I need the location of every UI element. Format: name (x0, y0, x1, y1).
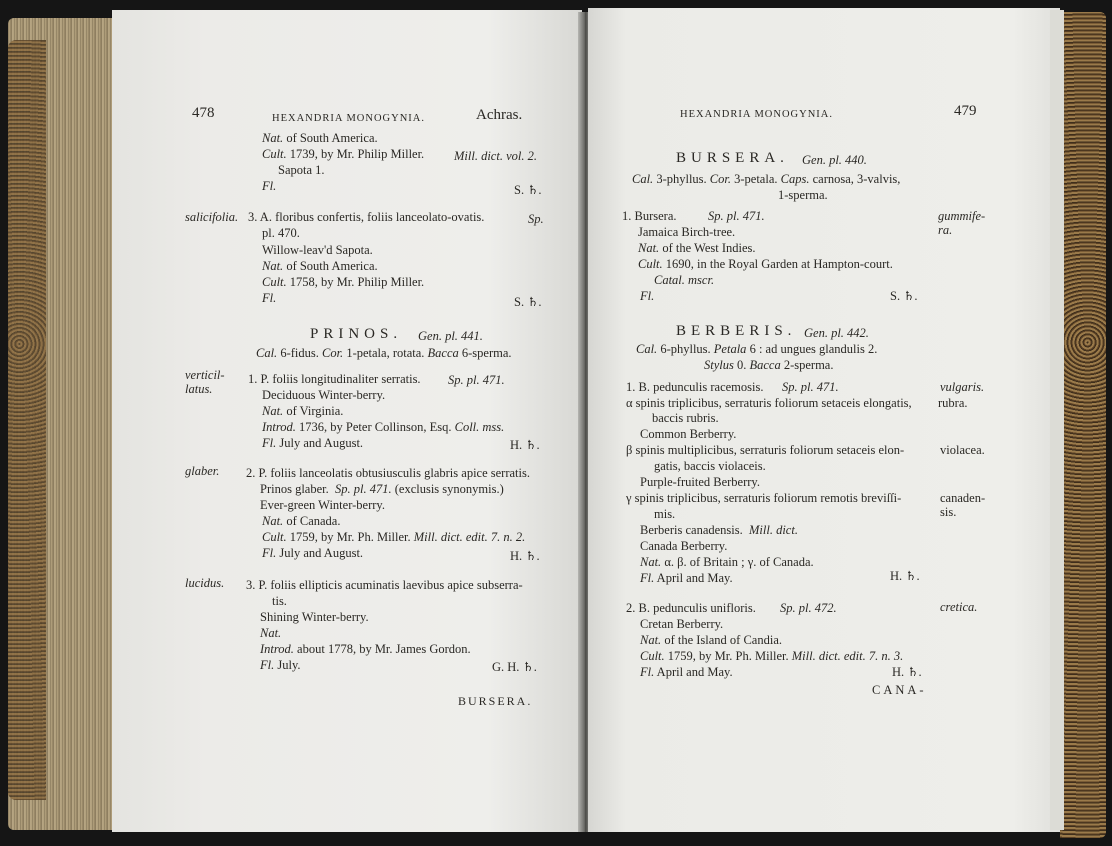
reference: Sp. pl. 471. (782, 380, 839, 394)
margin-species-name: gummife- (938, 209, 986, 223)
reference: Sp. pl. 471. (448, 373, 505, 387)
text-line: Fl. (262, 179, 277, 193)
common-name: Common Berberry. (640, 427, 737, 441)
common-name: Willow-leav'd Sapota. (262, 243, 373, 257)
margin-species-name: verticil- (185, 368, 225, 382)
reference: Sp. (528, 212, 544, 226)
text-line: Fl. (262, 291, 277, 305)
text-line: tis. (272, 594, 287, 608)
reference: Sp. pl. 471. (708, 209, 765, 223)
text-line: Sapota 1. (278, 163, 325, 177)
margin-species-name: salicifolia. (185, 210, 239, 224)
running-genus: Achras. (476, 107, 523, 123)
genus-reference: Gen. pl. 440. (802, 153, 867, 167)
text-line: gatis, baccis violaceis. (654, 459, 766, 473)
habit-symbol: H. ♄. (510, 438, 540, 452)
text-line: Fl. April and May. (640, 665, 733, 679)
sprinkled-edge-left (8, 40, 46, 800)
generic-character: Cal. 3-phyllus. Cor. 3-petala. Caps. carnosa, 3-valvis, (632, 172, 901, 186)
margin-species-name: latus. (185, 382, 213, 396)
text-line: Cult. 1759, by Mr. Ph. Miller. Mill. dict. edit. 7. n. 3. (640, 649, 904, 663)
common-name: Canada Berberry. (640, 539, 728, 553)
text-line: Nat. of Virginia. (262, 404, 344, 418)
text-line: Cult. 1739, by Mr. Philip Miller. (262, 147, 425, 161)
reference: Sp. pl. 472. (780, 601, 837, 615)
common-name: Shining Winter-berry. (260, 610, 369, 624)
margin-species-name: lucidus. (185, 576, 225, 590)
running-head-left: HEXANDRIA MONOGYNIA. (272, 113, 425, 124)
margin-variety-name: violacea. (940, 443, 985, 457)
margin-species-name: cretica. (940, 600, 978, 614)
text-line: Berberis canadensis. Mill. dict. (640, 523, 798, 537)
habit-symbol: S. ♄. (514, 183, 542, 197)
text-line: baccis rubris. (652, 411, 719, 425)
text-line: Introd. about 1778, by Mr. James Gordon. (260, 642, 471, 656)
text-line: Nat. of South America. (262, 131, 378, 145)
text-line: mis. (654, 507, 676, 521)
variety-diagnosis: γ spinis triplicibus, serraturis foliorum remotis breviſſi- (626, 491, 902, 505)
text-line: Introd. 1736, by Peter Collinson, Esq. Coll. mss. (262, 420, 505, 434)
species-diagnosis: 1. B. pedunculis racemosis. (626, 380, 764, 394)
species-diagnosis: 2. B. pedunculis unifloris. (626, 601, 756, 615)
variety-diagnosis: α spinis triplicibus, serraturis foliorum setaceis elongatis, (626, 396, 912, 410)
common-name: Deciduous Winter-berry. (262, 388, 386, 402)
text-line: Fl. July and August. (262, 546, 364, 560)
generic-character: Stylus 0. Bacca 2-sperma. (704, 358, 834, 372)
text-line: Cult. 1758, by Mr. Philip Miller. (262, 275, 425, 289)
habit-symbol: G. H. ♄. (492, 660, 537, 674)
catchword: BURSERA. (458, 694, 533, 708)
margin-species-name: ra. (938, 223, 953, 237)
text-line: Prinos glaber. Sp. pl. 471. (exclusis synonymis.) (260, 482, 504, 496)
page-number-right: 479 (954, 103, 977, 119)
species-diagnosis: 2. P. foliis lanceolatis obtusiusculis glabris apice serratis. (246, 466, 530, 480)
running-head-right: HEXANDRIA MONOGYNIA. (680, 109, 833, 120)
reference: Mill. dict. vol. 2. (454, 149, 537, 163)
species-diagnosis: 3. A. floribus confertis, foliis lanceolato-ovatis. (248, 210, 485, 224)
right-page-edge (1050, 10, 1064, 830)
text-line: pl. 470. (262, 226, 300, 240)
text-line: Nat. α. β. of Britain ; γ. of Canada. (640, 555, 814, 569)
text-line: Nat. (260, 626, 282, 640)
species-diagnosis: 1. Bursera. (622, 209, 677, 223)
text-line: Nat. of Canada. (262, 514, 341, 528)
margin-variety-name: sis. (940, 505, 957, 519)
text-line: Fl. (640, 289, 655, 303)
catchword: CANA- (872, 683, 927, 697)
genus-heading: BERBERIS. (676, 323, 797, 339)
text-line: Cult. 1690, in the Royal Garden at Hampton-court. (638, 257, 893, 271)
text-line: Fl. July and August. (262, 436, 364, 450)
habit-symbol: H. ♄. (890, 569, 920, 583)
margin-variety-name: canaden- (940, 491, 986, 505)
text-line: Nat. of the Island of Candia. (640, 633, 782, 647)
text-line: Fl. April and May. (640, 571, 733, 585)
common-name: Purple-fruited Berberry. (640, 475, 760, 489)
habit-symbol: S. ♄. (514, 295, 542, 309)
generic-character: Cal. 6-fidus. Cor. 1-petala, rotata. Bacca 6-sperma. (256, 346, 512, 360)
generic-character: Cal. 6-phyllus. Petala 6 : ad ungues glandulis 2. (636, 342, 878, 356)
text-line: Cult. 1759, by Mr. Ph. Miller. Mill. dict. edit. 7. n. 2. (262, 530, 526, 544)
sprinkled-edge-right (1060, 12, 1106, 838)
generic-character: 1-sperma. (778, 188, 828, 202)
genus-reference: Gen. pl. 442. (804, 326, 869, 340)
habit-symbol: H. ♄. (892, 665, 922, 679)
margin-variety-name: rubra. (938, 396, 968, 410)
text-line: Fl. July. (260, 658, 301, 672)
margin-species-name: vulgaris. (940, 380, 985, 394)
common-name: Ever-green Winter-berry. (260, 498, 385, 512)
common-name: Jamaica Birch-tree. (638, 225, 736, 239)
variety-diagnosis: β spinis multiplicibus, serraturis foliorum setaceis elon- (626, 443, 905, 457)
habit-symbol: S. ♄. (890, 289, 918, 303)
genus-heading: PRINOS. (310, 326, 403, 342)
text-line: Nat. of the West Indies. (638, 241, 756, 255)
habit-symbol: H. ♄. (510, 549, 540, 563)
genus-reference: Gen. pl. 441. (418, 329, 483, 343)
text-line: Nat. of South America. (262, 259, 378, 273)
genus-heading: BURSERA. (676, 150, 789, 166)
text-line: Catal. mscr. (654, 273, 715, 287)
species-diagnosis: 3. P. foliis ellipticis acuminatis laevibus apice subserra- (246, 578, 523, 592)
page-number-left: 478 (192, 105, 215, 121)
species-diagnosis: 1. P. foliis longitudinaliter serratis. (248, 372, 421, 386)
common-name: Cretan Berberry. (640, 617, 724, 631)
margin-species-name: glaber. (185, 464, 220, 478)
